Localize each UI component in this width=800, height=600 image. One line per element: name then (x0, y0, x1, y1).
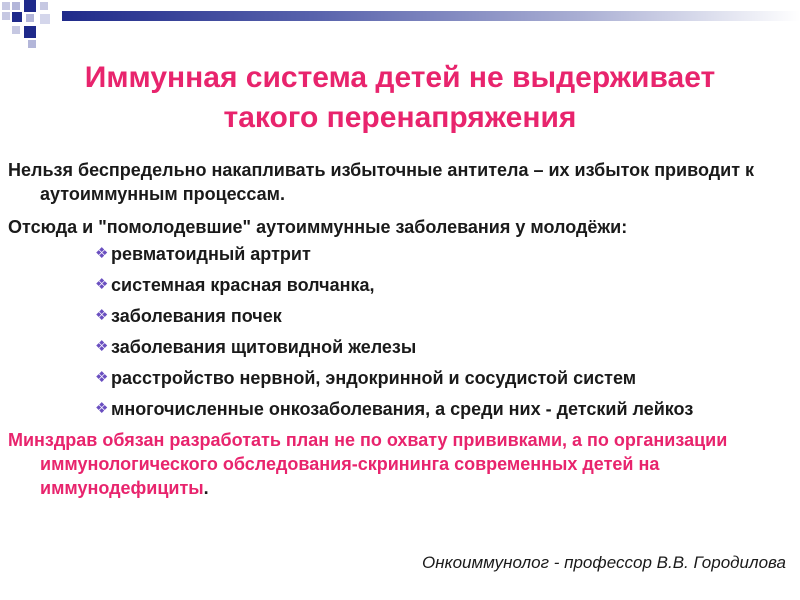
list-item (95, 366, 766, 390)
diamond-dots-icon: ❖ (95, 307, 109, 324)
author-attribution: Онкоиммунолог - профессор В.В. Городилова (421, 553, 786, 572)
list-item-text: заболевания щитовидной железы (111, 337, 417, 357)
list-item-text: системная красная волчанка, (111, 275, 375, 295)
list-item (95, 242, 766, 266)
slide-title: Иммунная система детей не выдерживает такого перенапряжения (84, 61, 716, 134)
disease-list (8, 242, 792, 421)
diamond-dots-icon: ❖ (95, 245, 109, 262)
slide-content (8, 158, 792, 500)
ministry-plan-period: . (203, 478, 209, 498)
diamond-dots-icon: ❖ (95, 276, 109, 293)
list-item-text: многочисленные онкозаболевания, а среди них - детский лейкоз (111, 399, 694, 419)
paragraph-antibodies: Нельзя беспредельно накапливать избыточные антитела – их избыток приводит к аутоиммунным процессам. (8, 160, 755, 204)
list-item-text: ревматоидный артрит (111, 244, 311, 264)
diamond-dots-icon: ❖ (95, 369, 109, 386)
list-item (95, 397, 766, 421)
list-item (95, 273, 766, 297)
decorative-squares (0, 0, 60, 50)
diamond-dots-icon: ❖ (95, 338, 109, 355)
paragraph-ministry-plan (8, 428, 792, 500)
list-item-text: расстройство нервной, эндокринной и сосудистой систем (111, 368, 637, 388)
top-gradient-band (62, 11, 800, 21)
list-item (95, 304, 766, 328)
ministry-plan-text: Минздрав обязан разработать план не по охвату прививками, а по организации иммунологического обследования-скрининга современных детей на иммунодефициты (8, 430, 728, 498)
list-item (95, 335, 766, 359)
paragraph-autoimmune-diseases: Отсюда и "помолодевшие" аутоиммунные заболевания у молодёжи: (8, 217, 628, 237)
list-item-text: заболевания почек (111, 306, 282, 326)
diamond-dots-icon: ❖ (95, 400, 109, 417)
